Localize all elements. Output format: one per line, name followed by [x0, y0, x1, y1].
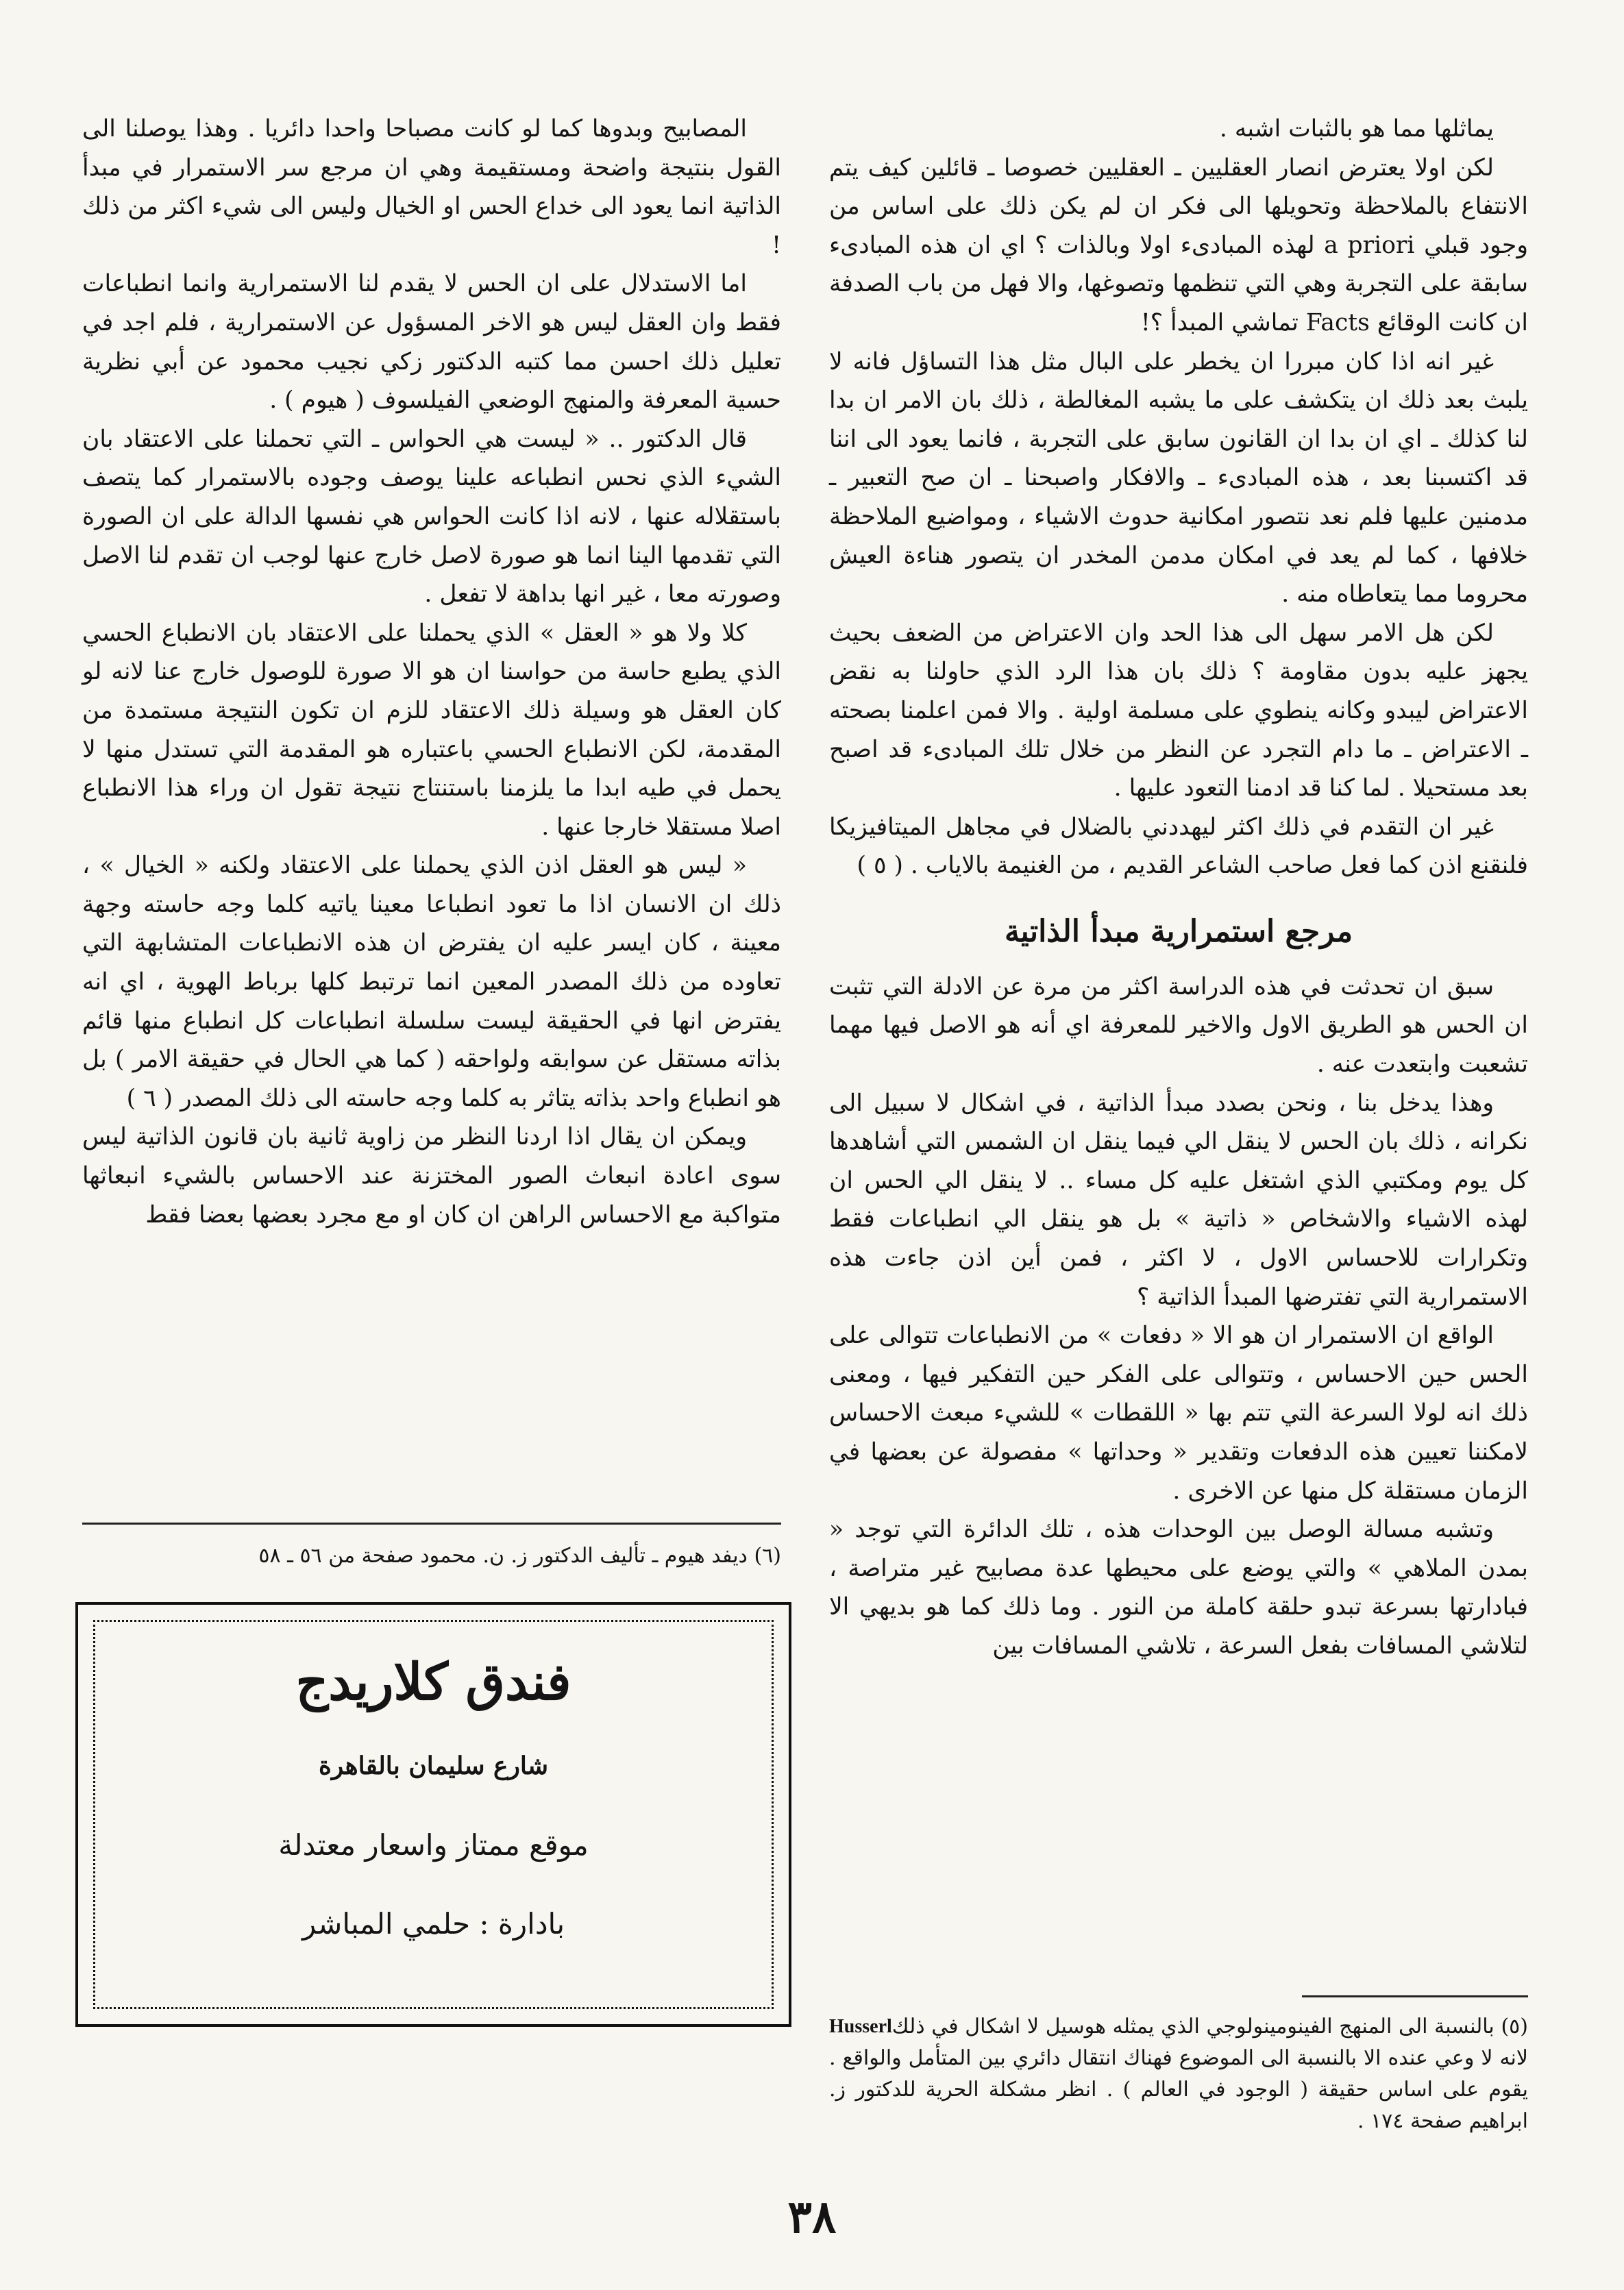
paragraph: « ليس هو العقل اذن الذي يحملنا على الاعتقاد ولكنه « الخيال » ، ذلك ان الانسان اذا ما تعود انطباعا معينا ياتيه كلما وجه حاسته وجهة معينة ، كان ايسر عليه ان يفترض ان هذه الانطباعات المتشابهة التي تعاوده من ذلك المصدر المعين انما ترتبط كلها برباط الهوية ، اي انه يفترض انها في الحقيقة ليست سلسلة انطباعات كل انطباع منها قائم بذاته مستقل عن سوابقه ولواحقه ( كما هي الحال في حقيقة الامر ) بل هو انطباع واحد بذاته يتاثر به كلما وجه حاسته الى ذلك المصدر ( ٦ ) — [82, 852, 781, 1112]
footnote-divider-right — [1302, 1995, 1528, 1997]
paragraph: لكن هل الامر سهل الى هذا الحد وان الاعتراض من الضعف بحيث يجهز عليه بدون مقاومة ؟ ذلك بان هذا الرد الذي حاولنا به نقض الاعتراض ليبدو وكانه ينطوي على مسلمة اولية . والا فمن اعلمنا بصحته ـ الاعتراض ـ ما دام التجرد عن النظر من خلال تلك المبادىء قد اصبح بعد مستحيلا . لما كنا قد ادمنا التعود عليها . — [829, 619, 1528, 802]
ad-title: فندق كلاريدج — [295, 1653, 571, 1712]
paragraph: قال الدكتور .. « ليست هي الحواس ـ التي تحملنا على الاعتقاد بان الشيء الذي نحس انطباعه علينا يوصف وجوده بالاستمرار كما يتصف باستقلاله عنها ، لانه اذا كانت الحواس هي نفسها الدالة على ان الصورة التي تقدمها الينا انما هو صورة لاصل خارج عنها لوجب ان تقدم لنا الاصل وصورته معا ، غير انها بداهة لا تفعل . — [82, 425, 781, 608]
footnote-6: (٦) ديفد هيوم ـ تأليف الدكتور ز. ن. محمود صفحة من ٥٦ ـ ٥٨ — [258, 1544, 781, 1568]
paragraph: غير ان التقدم في ذلك اكثر ليهددني بالضلال في مجاهل الميتافيزيكا فلنقنع اذن كما فعل صاحب الشاعر القديم ، من الغنيمة بالاياب . ( ٥ ) — [829, 813, 1528, 880]
ad-content — [78, 1605, 789, 2024]
footnote-5 — [829, 2011, 1528, 2137]
paragraph: كلا ولا هو « العقل » الذي يحملنا على الاعتقاد بان الانطباع الحسي الذي يطبع حاسة من حواسنا ان هو الا صورة للوصول خارج عنا لانه لو كان العقل هو وسيلة ذلك الاعتقاد للزم ان تكون النتيجة مستمدة من المقدمة، لكن الانطباع الحسي باعتباره هو المقدمة التي تستدل منها لا يحمل في طيه ابدا ما يلزمنا باستنتاج نتيجة تقول ان وراء هذا الانطباع اصلا مستقلا خارجا عنها . — [82, 619, 781, 841]
section-heading: مرجع استمرارية مبدأ الذاتية — [1004, 913, 1353, 949]
hotel-advertisement — [75, 1602, 791, 2027]
paragraph: وتشبه مسالة الوصل بين الوحدات هذه ، تلك الدائرة التي توجد « بمدن الملاهي » والتي يوضع على محيطها عدة مصابيح غير متراصة ، فبادارتها بسرعة تبدو حلقة كاملة من النور . وما ذلك كما هو بديهي الا لتلاشي المسافات بفعل السرعة ، تلاشي المسافات بين — [829, 1516, 1528, 1660]
footnote-divider-left — [82, 1523, 781, 1525]
ad-management: بادارة : حلمي المباشر — [302, 1907, 565, 1941]
footnote-latin-term: Husserl — [829, 2016, 892, 2037]
paragraph: الواقع ان الاستمرار ان هو الا « دفعات » من الانطباعات تتوالى على الحس حين الاحساس ، وتتوالى على الفكر حين التفكير فيها ، ومعنى ذلك انه لولا السرعة التي تتم بها « اللقطات » للشيء مبعث الاحساس لامكننا تعيين هذه الدفعات وتقدير « وحداتها » مفصولة عن بعضها في الزمان مستقلة كل منها عن الاخرى . — [829, 1322, 1528, 1505]
paragraph: وهذا يدخل بنا ، ونحن بصدد مبدأ الذاتية ، في اشكال لا سبيل الى نكرانه ، ذلك بان الحس لا ينقل الي فيما ينقل ان الشمس التي أشاهدها كل يوم ومكتبي الذي اشتغل عليه كل مساء .. لا ينقل الي الحس ان لهذه الاشياء والاشخاص « ذاتية » بل هو ينقل الي انطباعات فقط وتكرارات للاحساس الاول ، لا اكثر ، فمن أين اذن جاءت هذه الاستمرارية التي تفترضها المبدأ الذاتية ؟ — [829, 1089, 1528, 1311]
ad-address: شارع سليمان بالقاهرة — [318, 1751, 549, 1780]
paragraph: يماثلها مما هو بالثبات اشبه . — [1219, 115, 1494, 143]
right-column — [829, 110, 1528, 1666]
left-column — [82, 110, 781, 1234]
paragraph: ويمكن ان يقال اذا اردنا النظر من زاوية ثانية بان قانون الذاتية ليس سوى اعادة انبعاث الصور المختزنة عند الاحساس بالشيء انبعاثها متواكبة مع الاحساس الراهن ان كان او مع مجرد بعضها بعضا فقط — [82, 1123, 781, 1229]
paragraph: سبق ان تحدثت في هذه الدراسة اكثر من مرة عن الادلة التي تثبت ان الحس هو الطريق الاول والاخير للمعرفة اي أنه هو الاصل فيها مهما تشعبت وابتعدت عنه . — [829, 972, 1528, 1079]
page-number: ٣٨ — [787, 2190, 837, 2243]
paragraph: المصابيح وبدوها كما لو كانت مصباحا واحدا دائريا . وهذا يوصلنا الى القول بنتيجة واضحة ومستقيمة وهي ان مرجع سر الاستمرار في مبدأ الذاتية انما يعود الى خداع الحس او الخيال وليس الى شيء اكثر من ذلك ! — [82, 115, 781, 259]
paragraph: لكن اولا يعترض انصار العقليين ـ العقليين خصوصا ـ قائلين كيف يتم الانتفاع بالملاحظة وتحويلها الى فكر ان لم يكن ذلك على اساس من وجود قبلي a priori لهذه المبادىء اولا وبالذات ؟ اي ان هذه المبادىء سابقة على التجربة وهي التي تنظمها وتصوغها، والا فهل من باب الصدفة ان كانت الوقائع Facts تماشي المبدأ ؟! — [829, 153, 1528, 336]
footnote-5-text: (٥) بالنسبة الى المنهج الفينومينولوجي الذي يمثله هوسيل لا اشكال في ذلك لانه لا وعي عنده الا بالنسبة الى الموضوع فهناك انتقال دائري بين المتأمل والواقع . يقوم على اساس حقيقة ( الوجود في العالم ) . انظر مشكلة الحرية للدكتور ز. ابراهيم صفحة ١٧٤ . — [829, 2015, 1528, 2133]
paragraph: غير انه اذا كان مبررا ان يخطر على البال مثل هذا التساؤل فانه لا يلبث بعد ذلك ان يتكشف على ما يشبه المغالطة ، ذلك بان الامر ان بدا لنا كذلك ـ اي ان بدا ان القانون سابق على التجربة ، فانما يعود الى اننا قد اكتسبنا بعد ، هذه المبادىء ـ والافكار واصبحنا ـ ان صح التعبير ـ مدمنين عليها فلم نعد نتصور امكانية حدوث الاشياء ، ومواضيع الملاحظة خلافها ، كما لم يعد في امكان مدمن المخدر ان يتصور هناءة العيش محروما مما يتعاطاه منه . — [829, 347, 1528, 608]
ad-tagline: موقع ممتاز واسعار معتدلة — [278, 1828, 589, 1862]
paragraph: اما الاستدلال على ان الحس لا يقدم لنا الاستمرارية وانما انطباعات فقط وان العقل ليس هو الاخر المسؤول عن الاستمرارية ، فلم اجد في تعليل ذلك احسن مما كتبه الدكتور زكي نجيب محمود عن أبي نظرية حسية المعرفة والمنهج الوضعي الفيلسوف ( هيوم ) . — [82, 270, 781, 415]
